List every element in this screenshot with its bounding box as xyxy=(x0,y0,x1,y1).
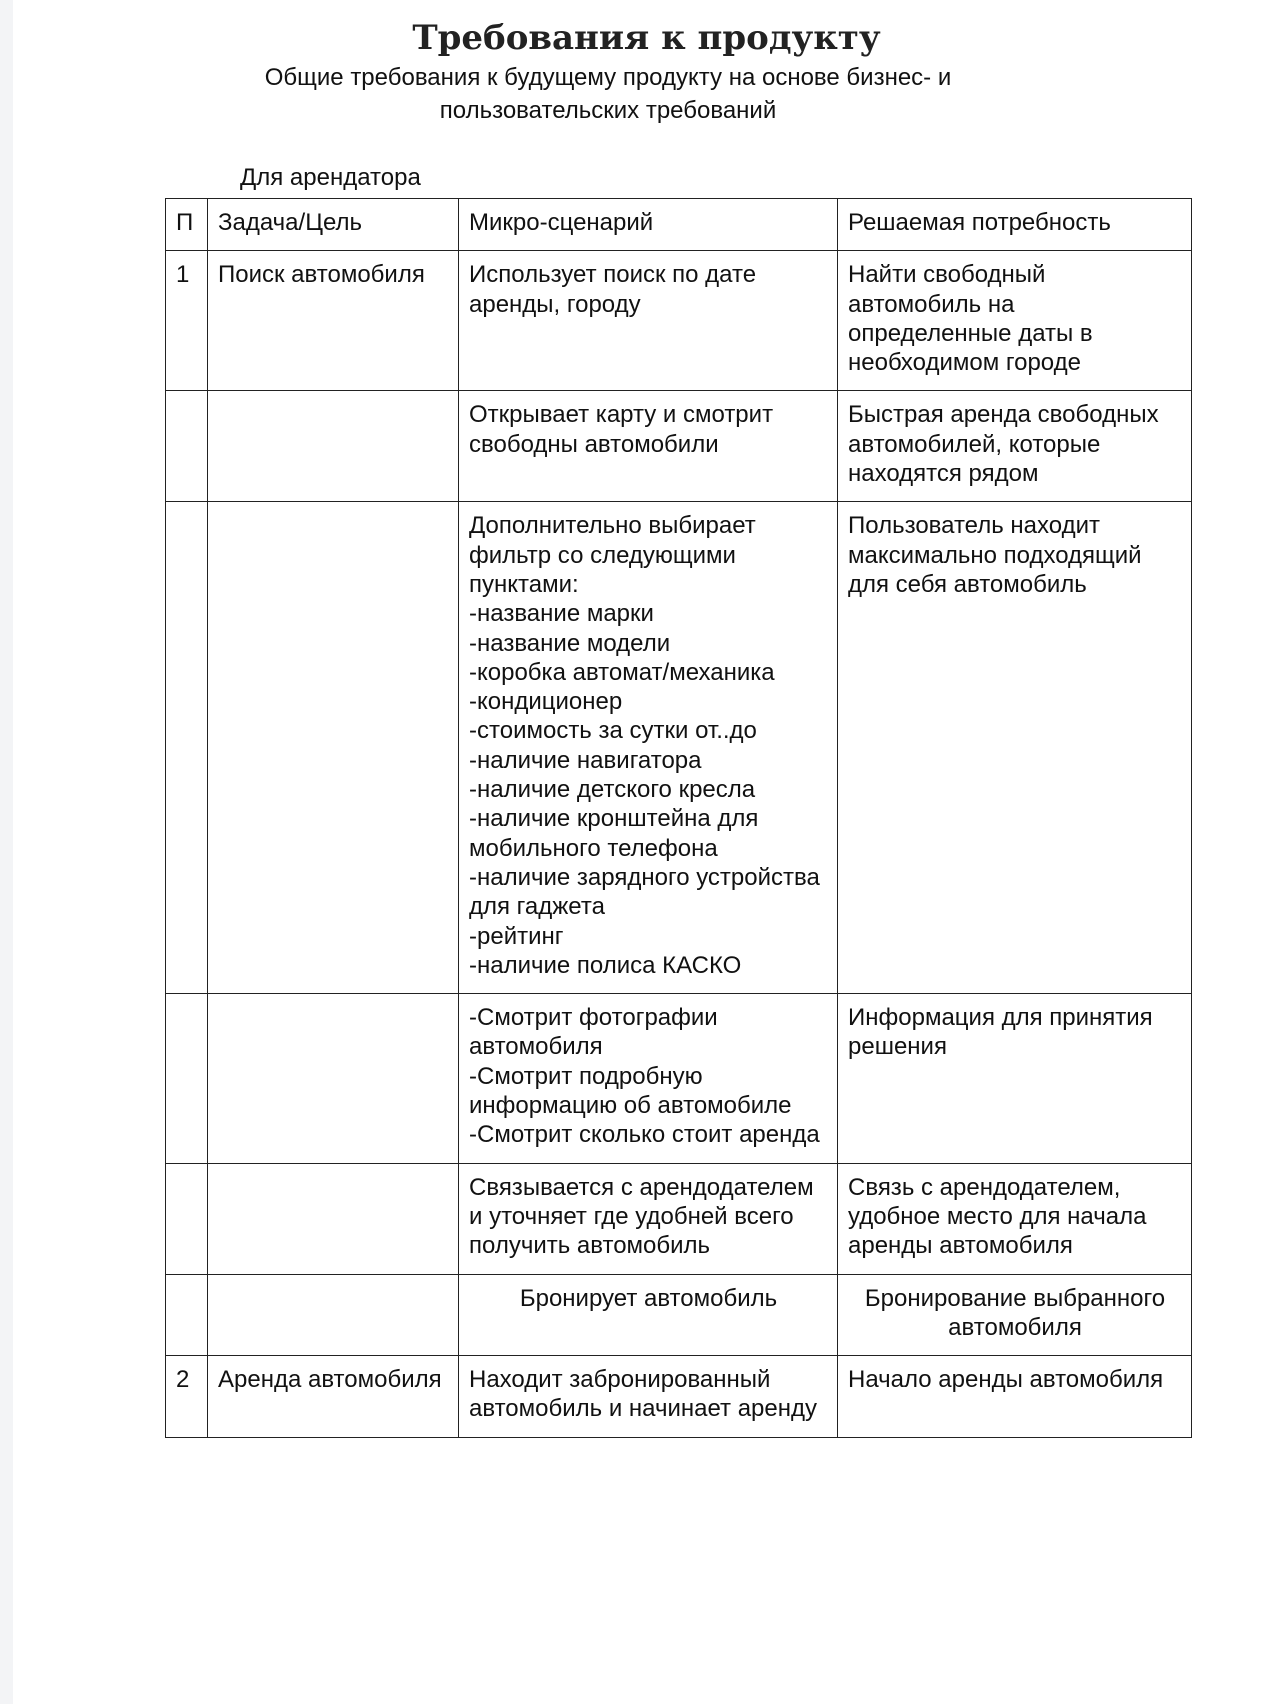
header-number: П xyxy=(166,199,208,251)
document-subtitle: Общие требования к будущему продукту на основе бизнес- и пользовательских требований xyxy=(264,64,952,124)
filter-list-text: Дополнительно выбирает фильтр со следующими пунктами: -название марки -название модели -коробка автомат/механика -кондиционер -стоимость за сутки от..до -наличие навигатора -наличие детского кресла -наличие кронштейна для мобильного телефона -наличие зарядного устройства для гаджета -рейтинг -наличие полиса КАСКО xyxy=(469,512,820,979)
requirements-table xyxy=(165,198,1192,1438)
row-number xyxy=(166,391,208,502)
header-need: Решаемая потребность xyxy=(838,199,1192,251)
row-need: Найти свободный автомобиль на определенные даты в необходимом городе xyxy=(838,251,1192,391)
scenario-list-text: -Смотрит фотографии автомобиля -Смотрит подробную информацию об автомобиле -Смотрит сколько стоит аренда xyxy=(469,1004,820,1149)
table-row xyxy=(166,502,1192,994)
row-task xyxy=(208,391,459,502)
row-task: Аренда автомобиля xyxy=(208,1356,459,1438)
header-task: Задача/Цель xyxy=(208,199,459,251)
row-scenario xyxy=(459,502,838,994)
row-number xyxy=(166,1163,208,1274)
scenario-text: Бронирует автомобиль xyxy=(519,1284,778,1312)
row-task xyxy=(208,502,459,994)
row-need: Начало аренды автомобиля xyxy=(838,1356,1192,1438)
table-row xyxy=(166,1356,1192,1438)
table-row xyxy=(166,391,1192,502)
row-task xyxy=(208,1274,459,1356)
row-scenario xyxy=(459,1274,838,1356)
row-scenario: Использует поиск по дате аренды, городу xyxy=(459,251,838,391)
row-task xyxy=(208,994,459,1163)
document-page xyxy=(13,0,1280,1704)
table-row xyxy=(166,251,1192,391)
row-task: Поиск автомобиля xyxy=(208,251,459,391)
row-scenario xyxy=(459,994,838,1163)
header-scenario: Микро-сценарий xyxy=(459,199,838,251)
row-number: 2 xyxy=(166,1356,208,1438)
row-need xyxy=(838,1274,1192,1356)
row-number xyxy=(166,502,208,994)
table-header-row xyxy=(166,199,1192,251)
row-number: 1 xyxy=(166,251,208,391)
document-title: Требования к продукту xyxy=(412,18,881,58)
row-need: Связь с арендодателем, удобное место для начала аренды автомобиля xyxy=(838,1163,1192,1274)
row-need: Информация для принятия решения xyxy=(838,994,1192,1163)
need-text: Бронирование выбранного автомобиля xyxy=(864,1284,1166,1341)
section-label: Для арендатора xyxy=(240,164,421,191)
row-number xyxy=(166,1274,208,1356)
table-row xyxy=(166,1274,1192,1356)
row-scenario: Находит забронированный автомобиль и начинает аренду xyxy=(459,1356,838,1438)
row-scenario: Открывает карту и смотрит свободны автомобили xyxy=(459,391,838,502)
table-row xyxy=(166,1163,1192,1274)
row-need: Быстрая аренда свободных автомобилей, которые находятся рядом xyxy=(838,391,1192,502)
row-task xyxy=(208,1163,459,1274)
row-need: Пользователь находит максимально подходящий для себя автомобиль xyxy=(838,502,1192,994)
table-row xyxy=(166,994,1192,1163)
row-number xyxy=(166,994,208,1163)
row-scenario: Связывается с арендодателем и уточняет где удобней всего получить автомобиль xyxy=(459,1163,838,1274)
